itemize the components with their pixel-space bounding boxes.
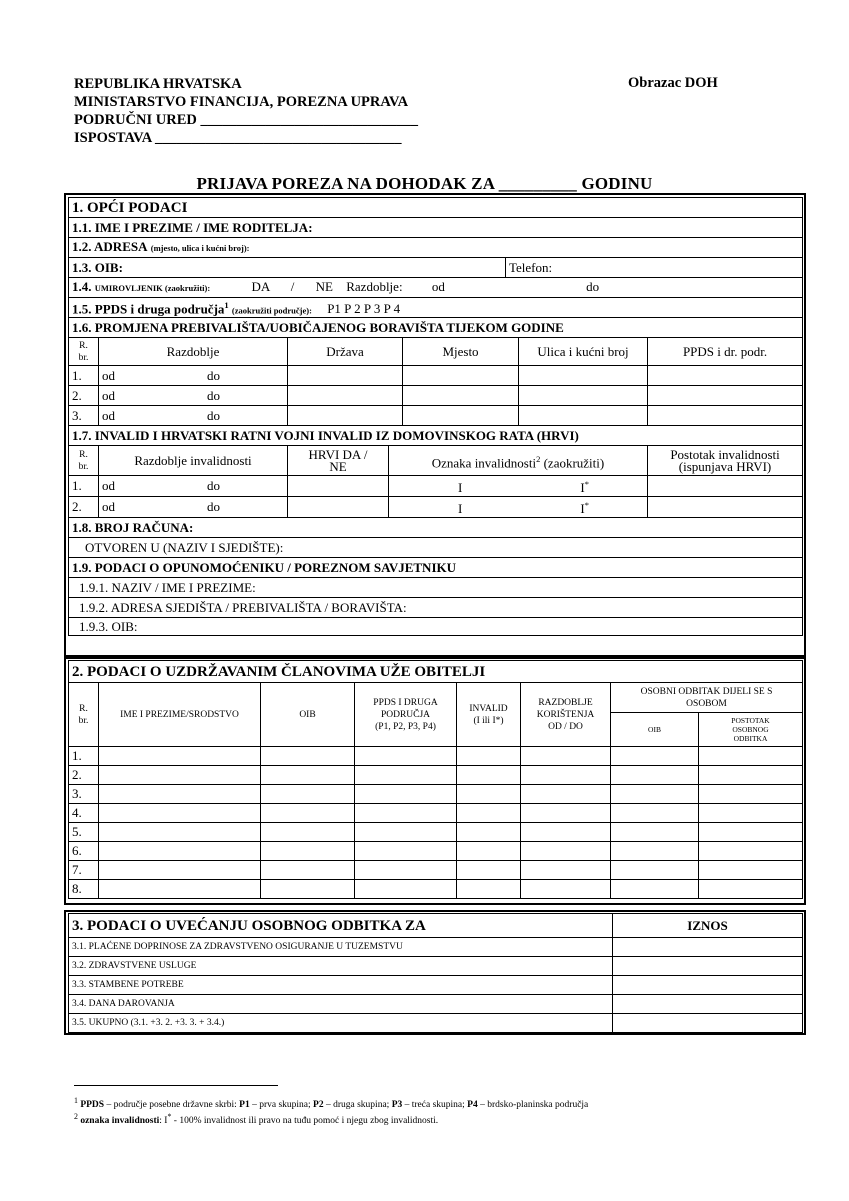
residence-row-street[interactable] xyxy=(519,406,648,426)
deduction-row-housing: 3.3. STAMBENE POTREBE xyxy=(69,976,613,995)
family-cell[interactable] xyxy=(261,785,355,804)
family-cell[interactable] xyxy=(611,861,699,880)
disability-col-percent: Postotak invalidnosti (ispunjava HRVI) xyxy=(648,446,803,476)
ppds-options[interactable]: P1 P 2 P 3 P 4 xyxy=(327,301,401,317)
residence-col-country: Država xyxy=(288,338,403,366)
family-row xyxy=(69,842,803,861)
proxy-name-field[interactable]: 1.9.1. NAZIV / IME I PREZIME: xyxy=(69,578,803,598)
family-cell[interactable] xyxy=(699,823,803,842)
family-cell[interactable] xyxy=(261,747,355,766)
disability-row-mark[interactable]: I I* xyxy=(389,497,648,518)
pensioner-from: od xyxy=(431,279,445,294)
residence-col-place: Mjesto xyxy=(403,338,519,366)
family-row xyxy=(69,823,803,842)
family-cell[interactable] xyxy=(261,823,355,842)
residence-row-place[interactable] xyxy=(403,386,519,406)
deduction-row-contributions: 3.1. PLAĆENE DOPRINOSE ZA ZDRAVSTVENO OSIGURANJE U TUZEMSTVU xyxy=(69,938,613,957)
family-cell[interactable] xyxy=(457,785,521,804)
residence-row-ppds[interactable] xyxy=(648,406,803,426)
family-col-rbr: R. br. xyxy=(69,683,99,747)
family-cell[interactable] xyxy=(261,766,355,785)
family-cell[interactable] xyxy=(699,842,803,861)
issuer-branch: ISPOSTAVA __________________________________ xyxy=(74,130,402,146)
issuer-block xyxy=(74,75,418,147)
residence-change-heading: 1.6. PROMJENA PREBIVALIŠTA/UOBIČAJENOG BORAVIŠTA TIJEKOM GODINE xyxy=(69,318,803,338)
proxy-address-field[interactable]: 1.9.2. ADRESA SJEDIŠTA / PREBIVALIŠTA / BORAVIŠTA: xyxy=(69,598,803,618)
family-cell[interactable] xyxy=(699,804,803,823)
section-1-table xyxy=(68,197,803,636)
issuer-regional-office: PODRUČNI URED ______________________________ xyxy=(74,112,418,128)
issuer-republic: REPUBLIKA HRVATSKA xyxy=(74,76,242,92)
section-3-amount-header: IZNOS xyxy=(613,914,803,938)
section-3-table xyxy=(68,913,803,1033)
residence-row-country[interactable] xyxy=(288,386,403,406)
family-cell[interactable] xyxy=(611,804,699,823)
family-cell[interactable] xyxy=(457,766,521,785)
family-cell[interactable] xyxy=(611,880,699,899)
family-row xyxy=(69,747,803,766)
proxy-heading: 1.9. PODACI O OPUNOMOĆENIKU / POREZNOM SAVJETNIKU xyxy=(69,558,803,578)
ppds-hint: (zaokružiti područje): xyxy=(231,305,312,316)
pensioner-slash: / xyxy=(290,279,295,294)
pensioner-period: Razdoblje: xyxy=(346,279,403,294)
family-row xyxy=(69,785,803,804)
deduction-amount[interactable] xyxy=(613,938,803,957)
residence-col-street: Ulica i kućni broj xyxy=(519,338,648,366)
deduction-amount[interactable] xyxy=(613,976,803,995)
family-col-shared-oib: OIB xyxy=(611,713,699,747)
family-row-num: 8. xyxy=(69,880,99,899)
family-cell[interactable] xyxy=(521,842,611,861)
field-ppds[interactable] xyxy=(69,298,803,318)
family-col-invalid: INVALID (I ili I*) xyxy=(457,683,521,747)
field-name[interactable]: 1.1. IME I PREZIME / IME RODITELJA: xyxy=(69,218,803,238)
pensioner-num: 1.4. xyxy=(72,279,92,294)
family-row xyxy=(69,766,803,785)
field-phone[interactable]: Telefon: xyxy=(506,258,803,278)
disability-row xyxy=(69,476,803,497)
disability-row-hrvi[interactable] xyxy=(288,497,389,518)
residence-row-place[interactable] xyxy=(403,366,519,386)
family-cell[interactable] xyxy=(611,842,699,861)
family-row-num: 7. xyxy=(69,861,99,880)
account-number-field[interactable]: 1.8. BROJ RAČUNA: xyxy=(69,518,803,538)
family-row xyxy=(69,804,803,823)
family-cell[interactable] xyxy=(457,823,521,842)
family-cell[interactable] xyxy=(699,861,803,880)
family-cell[interactable] xyxy=(699,880,803,899)
family-row-num: 4. xyxy=(69,804,99,823)
residence-col-rbr: R. br. xyxy=(69,338,99,366)
family-cell[interactable] xyxy=(457,880,521,899)
family-cell[interactable] xyxy=(355,880,457,899)
residence-row-num: 2. xyxy=(69,386,99,406)
family-cell[interactable] xyxy=(355,804,457,823)
residence-row-period[interactable]: od do xyxy=(99,406,288,426)
field-oib[interactable]: 1.3. OIB: xyxy=(69,258,506,278)
family-row xyxy=(69,880,803,899)
family-cell[interactable] xyxy=(355,823,457,842)
family-cell[interactable] xyxy=(457,842,521,861)
family-cell[interactable] xyxy=(521,880,611,899)
field-address-hint: (mjesto, ulica i kućni broj): xyxy=(150,243,250,253)
pensioner-to: do xyxy=(586,279,600,294)
family-cell[interactable] xyxy=(457,804,521,823)
section-2-heading: 2. PODACI O UZDRŽAVANIM ČLANOVIMA UŽE OBITELJI xyxy=(69,661,803,683)
family-cell[interactable] xyxy=(699,766,803,785)
section-1-heading: 1. OPĆI PODACI xyxy=(69,198,803,218)
disability-col-hrvi: HRVI DA / NE xyxy=(288,446,389,476)
family-cell[interactable] xyxy=(261,861,355,880)
ppds-label: 1.5. PPDS i druga područja xyxy=(72,301,225,317)
family-cell[interactable] xyxy=(261,880,355,899)
residence-row-country[interactable] xyxy=(288,366,403,386)
disability-row-percent[interactable] xyxy=(648,497,803,518)
family-cell[interactable] xyxy=(355,766,457,785)
family-cell[interactable] xyxy=(99,823,261,842)
residence-row-period[interactable]: od do xyxy=(99,386,288,406)
family-cell[interactable] xyxy=(457,861,521,880)
deduction-row-health: 3.2. ZDRAVSTVENE USLUGE xyxy=(69,957,613,976)
family-cell[interactable] xyxy=(521,861,611,880)
family-cell[interactable] xyxy=(99,804,261,823)
family-cell[interactable] xyxy=(355,785,457,804)
family-cell[interactable] xyxy=(261,804,355,823)
family-cell[interactable] xyxy=(521,766,611,785)
section-2-table xyxy=(68,660,803,899)
disability-row xyxy=(69,497,803,518)
family-cell[interactable] xyxy=(611,785,699,804)
residence-row xyxy=(69,386,803,406)
proxy-oib-field[interactable]: 1.9.3. OIB: xyxy=(69,618,803,636)
field-address-label: 1.2. ADRESA xyxy=(72,239,148,254)
family-cell[interactable] xyxy=(261,842,355,861)
pensioner-da[interactable]: DA xyxy=(251,279,270,294)
family-cell[interactable] xyxy=(99,747,261,766)
residence-row-country[interactable] xyxy=(288,406,403,426)
residence-row xyxy=(69,366,803,386)
form-title: PRIJAVA POREZA NA DOHODAK ZA _________ GODINU xyxy=(196,174,653,193)
family-cell[interactable] xyxy=(99,766,261,785)
ppds-footnote-ref: 1 xyxy=(224,300,229,310)
residence-row-num: 3. xyxy=(69,406,99,426)
issuer-ministry: MINISTARSTVO FINANCIJA, POREZNA UPRAVA xyxy=(74,94,409,110)
residence-col-ppds: PPDS i dr. podr. xyxy=(648,338,803,366)
footnote-separator xyxy=(74,1085,278,1086)
residence-row xyxy=(69,406,803,426)
family-row-num: 6. xyxy=(69,842,99,861)
family-cell[interactable] xyxy=(611,823,699,842)
disability-heading: 1.7. INVALID I HRVATSKI RATNI VOJNI INVALID IZ DOMOVINSKOG RATA (HRVI) xyxy=(69,426,803,446)
family-cell[interactable] xyxy=(521,747,611,766)
deduction-row-total: 3.5. UKUPNO (3.1. +3. 2. +3. 3. + 3.4.) xyxy=(69,1014,613,1033)
family-col-name: IME I PREZIME/SRODSTVO xyxy=(99,683,261,747)
disability-row-period[interactable]: od do xyxy=(99,476,288,497)
family-cell[interactable] xyxy=(457,747,521,766)
family-col-period: RAZDOBLJE KORIŠTENJA OD / DO xyxy=(521,683,611,747)
family-row-num: 2. xyxy=(69,766,99,785)
disability-row-num: 2. xyxy=(69,497,99,518)
family-cell[interactable] xyxy=(521,785,611,804)
family-cell[interactable] xyxy=(699,747,803,766)
field-address[interactable] xyxy=(69,238,803,258)
form-code: Obrazac DOH xyxy=(628,75,718,91)
family-row xyxy=(69,861,803,880)
deduction-amount[interactable] xyxy=(613,957,803,976)
disability-row-num: 1. xyxy=(69,476,99,497)
disability-row-mark[interactable]: I I* xyxy=(389,476,648,497)
family-row-num: 5. xyxy=(69,823,99,842)
field-pensioner[interactable] xyxy=(69,278,803,298)
family-cell[interactable] xyxy=(355,747,457,766)
family-cell[interactable] xyxy=(99,842,261,861)
family-cell[interactable] xyxy=(99,861,261,880)
deduction-amount[interactable] xyxy=(613,995,803,1014)
family-row-num: 3. xyxy=(69,785,99,804)
residence-row-num: 1. xyxy=(69,366,99,386)
disability-col-period: Razdoblje invalidnosti xyxy=(99,446,288,476)
family-col-oib: OIB xyxy=(261,683,355,747)
residence-col-period: Razdoblje xyxy=(99,338,288,366)
family-col-shared-percent: POSTOTAK OSOBNOG ODBITKA xyxy=(699,713,803,747)
footnote-2: $^2$ oznaka invalidnosti: I* - 100% invalidnost ili pravo na tuđu pomoć i njegu zbog invalidnosti. xyxy=(74,1112,439,1127)
family-cell[interactable] xyxy=(521,823,611,842)
pensioner-label: UMIROVLJENIK (zaokružiti): xyxy=(94,283,211,293)
residence-row-period[interactable]: od do xyxy=(99,366,288,386)
family-cell[interactable] xyxy=(699,785,803,804)
footnote-1: $^1$ PPDS – područje posebne državne skrbi: P1 – prva skupina; P2 – druga skupina; P3 – treća skupina; P4 – brdsko-planinska područja xyxy=(74,1096,589,1111)
family-cell[interactable] xyxy=(355,842,457,861)
family-cell[interactable] xyxy=(355,861,457,880)
disability-row-percent[interactable] xyxy=(648,476,803,497)
section-3-heading: 3. PODACI O UVEĆANJU OSOBNOG ODBITKA ZA xyxy=(69,914,613,938)
residence-row-ppds[interactable] xyxy=(648,366,803,386)
deduction-row-donations: 3.4. DANA DAROVANJA xyxy=(69,995,613,1014)
residence-row-ppds[interactable] xyxy=(648,386,803,406)
pensioner-ne[interactable]: NE xyxy=(315,279,333,294)
disability-row-period[interactable]: od do xyxy=(99,497,288,518)
family-cell[interactable] xyxy=(521,804,611,823)
family-cell[interactable] xyxy=(611,747,699,766)
account-bank-field[interactable]: OTVOREN U (NAZIV I SJEDIŠTE): xyxy=(69,538,803,558)
family-cell[interactable] xyxy=(611,766,699,785)
family-cell[interactable] xyxy=(99,880,261,899)
disability-col-mark: Oznaka invalidnosti$^2$ (zaokružiti) xyxy=(389,446,648,476)
residence-row-place[interactable] xyxy=(403,406,519,426)
disability-row-hrvi[interactable] xyxy=(288,476,389,497)
family-col-ppds: PPDS I DRUGA PODRUČJA (P1, P2, P3, P4) xyxy=(355,683,457,747)
residence-row-street[interactable] xyxy=(519,366,648,386)
family-col-shared-deduction: OSOBNI ODBITAK DIJELI SE S OSOBOM xyxy=(611,683,803,713)
deduction-amount[interactable] xyxy=(613,1014,803,1033)
family-row-num: 1. xyxy=(69,747,99,766)
disability-col-rbr: R. br. xyxy=(69,446,99,476)
residence-row-street[interactable] xyxy=(519,386,648,406)
family-cell[interactable] xyxy=(99,785,261,804)
